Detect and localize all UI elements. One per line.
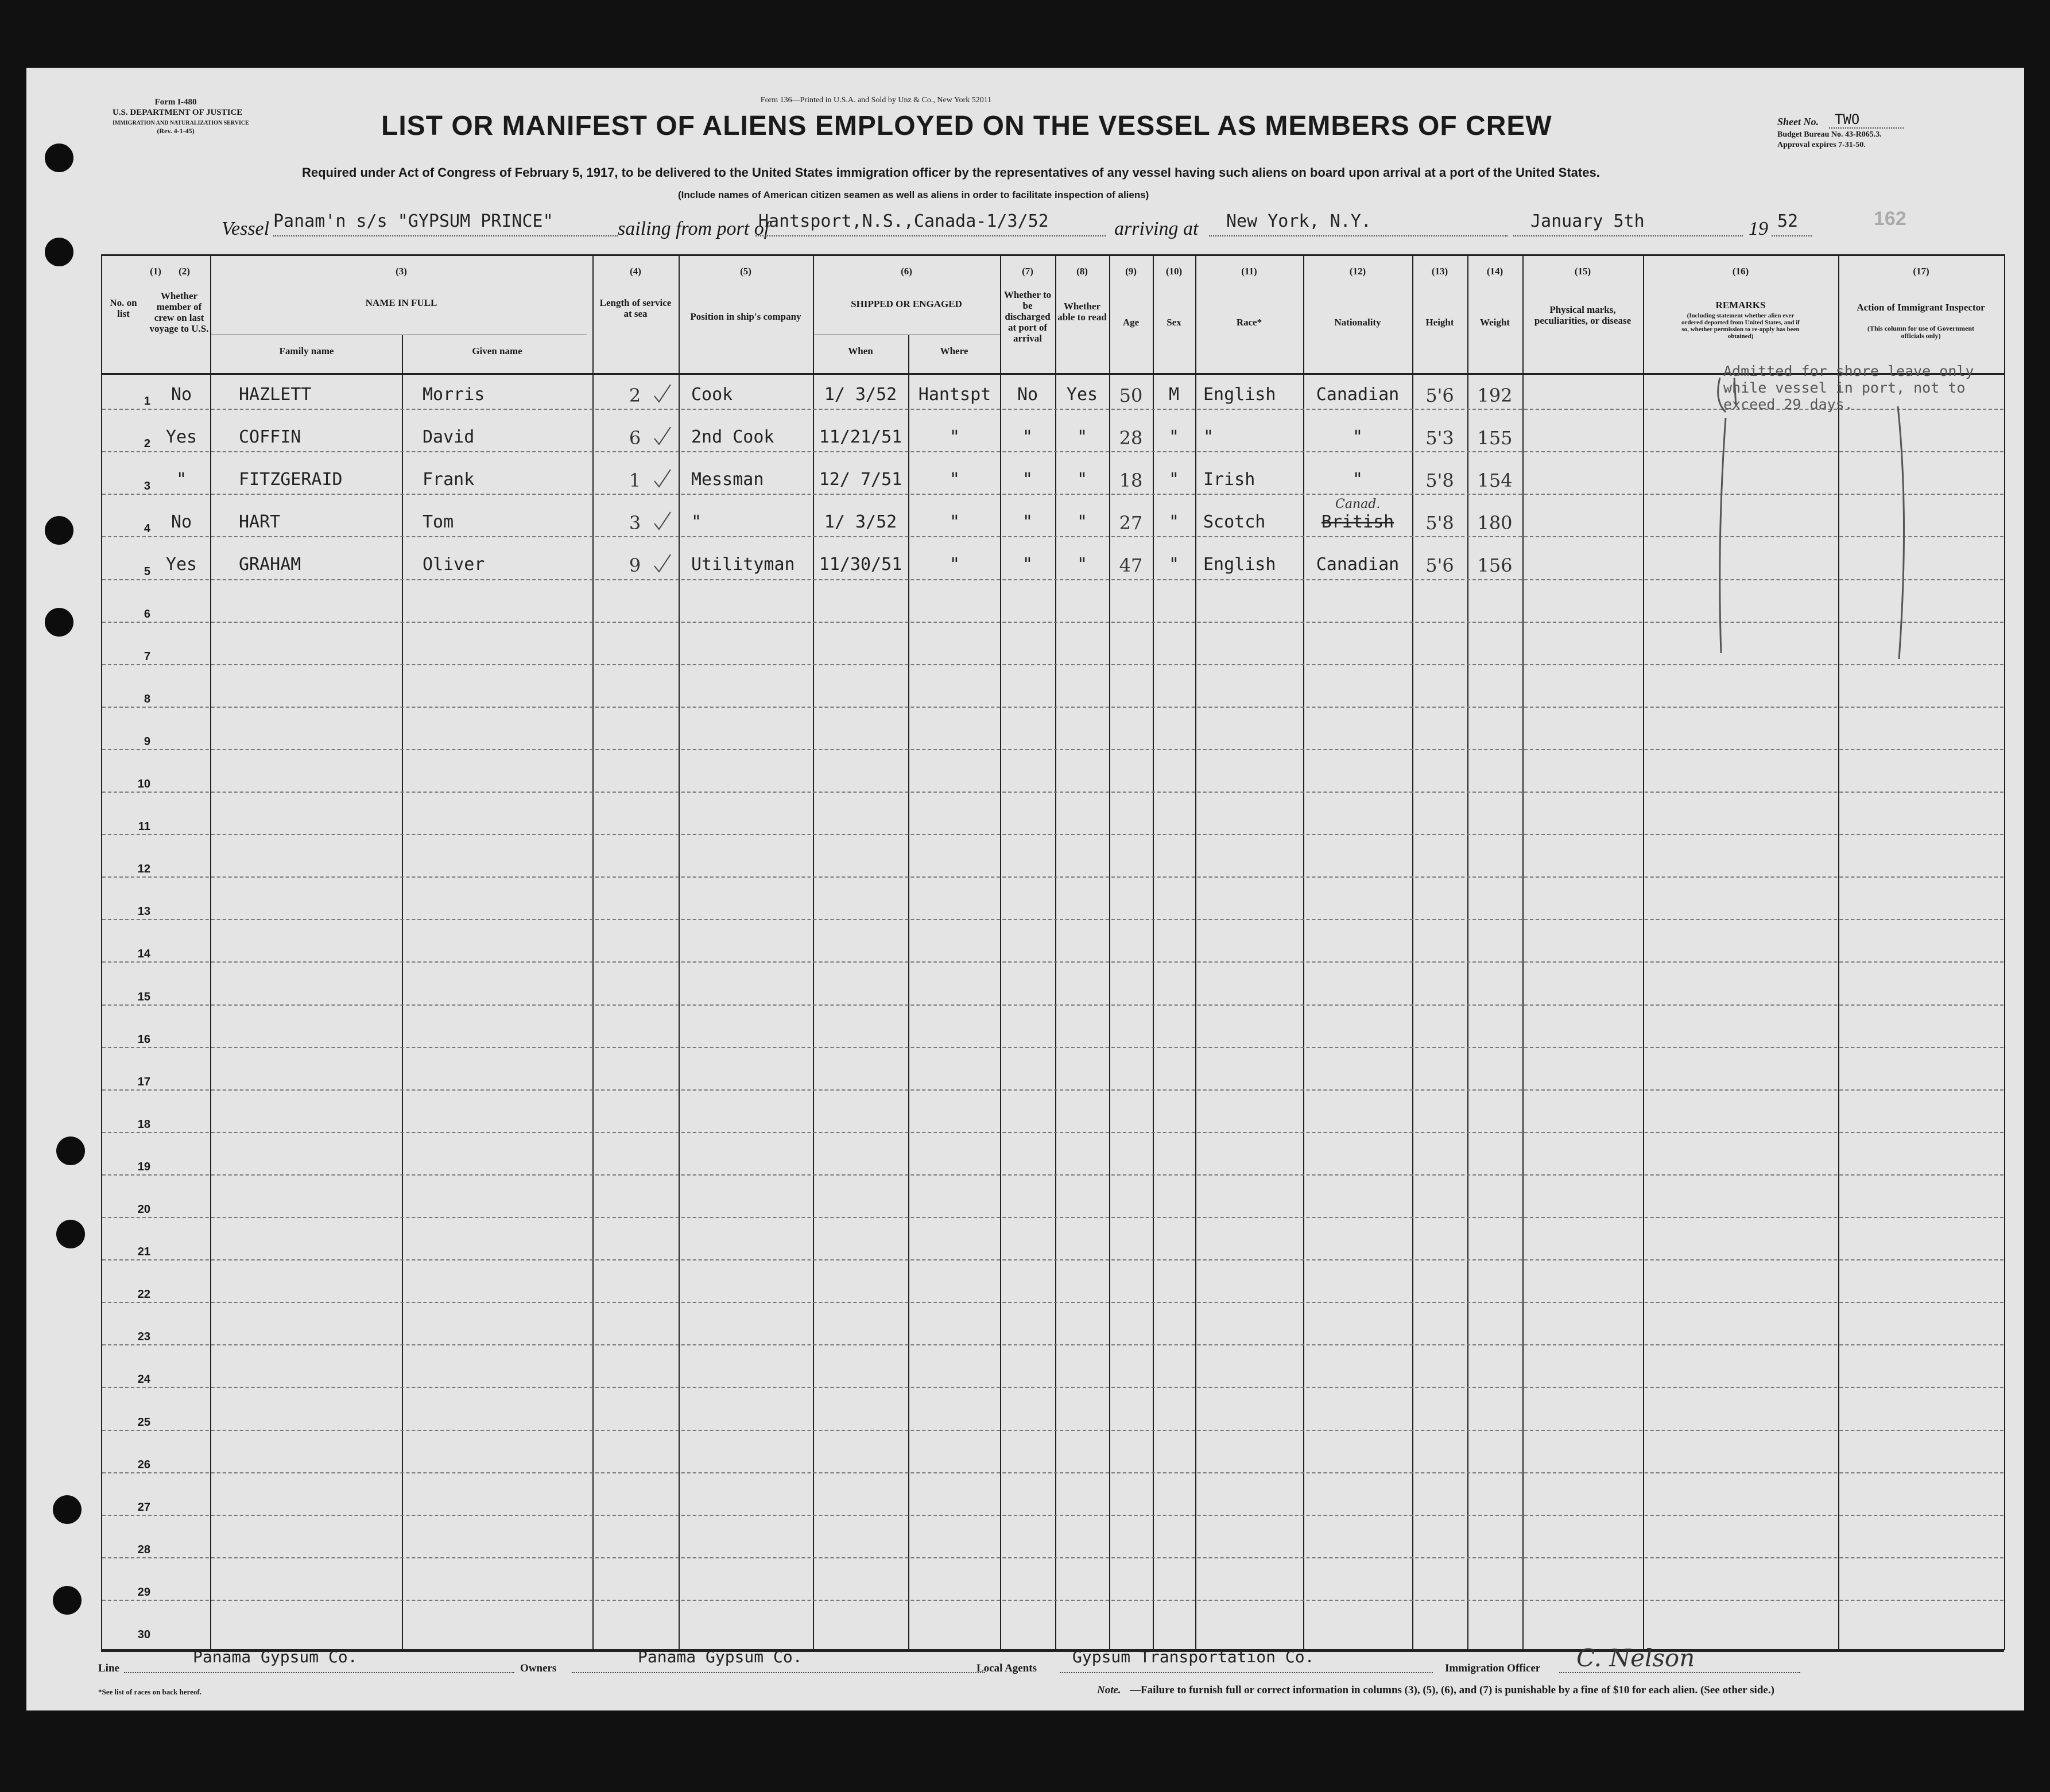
cell-read: Yes	[1066, 385, 1098, 405]
row-number: 20	[137, 1203, 150, 1216]
cell-nationality: British	[1321, 512, 1394, 533]
cell-position: Messman	[691, 470, 764, 490]
vessel-label: Vessel	[222, 218, 270, 239]
remarks-stamp	[1723, 363, 1974, 413]
col-head-9: Age	[1122, 317, 1140, 328]
sailing-value: Hantsport,N.S.,Canada-1/3/52	[758, 211, 1049, 231]
col-num-1: (1)	[150, 266, 161, 277]
row-number: 30	[137, 1628, 150, 1641]
row-number: 23	[137, 1331, 150, 1344]
nationality-overwrite: Canad.	[1335, 497, 1381, 512]
punch-hole	[53, 1586, 82, 1615]
page-stamp: 162	[1874, 208, 1906, 230]
form-title: LIST OR MANIFEST OF ALIENS EMPLOYED ON THE VESSEL AS MEMBERS OF CREW	[381, 111, 1552, 141]
row-rule	[102, 1472, 2004, 1473]
revision: (Rev. 4-1-45)	[157, 127, 195, 135]
col-head-8: Whether able to read	[1057, 301, 1107, 323]
arriving-value: New York, N.Y.	[1226, 211, 1371, 231]
row-number: 6	[144, 607, 150, 620]
col-num-13: (13)	[1431, 266, 1448, 277]
date-value: January 5th	[1530, 211, 1645, 231]
row-number: 8	[144, 692, 150, 705]
cell-length: 2	[629, 385, 641, 406]
col-head-2: Whether member of crew on last voyage to U.S.	[149, 290, 209, 334]
row-number: 18	[137, 1118, 150, 1131]
row-rule	[102, 1430, 2004, 1431]
row-rule	[102, 1217, 2004, 1218]
include-note: (Include names of American citizen seamen as well as aliens in order to facilitate inspection of aliens)	[678, 189, 1149, 200]
approval-expiry: Approval expires 7-31-50.	[1777, 141, 1866, 149]
cell-age: 18	[1119, 470, 1143, 492]
service: IMMIGRATION AND NATURALIZATION SERVICE	[113, 120, 249, 126]
row-number: 17	[137, 1075, 150, 1088]
cell-given: Frank	[423, 470, 475, 490]
cell-when: 1/ 3/52	[824, 512, 897, 533]
row-rule	[102, 876, 2004, 878]
remarks-bracket-mark	[1703, 366, 1749, 665]
punch-hole	[45, 516, 73, 545]
cell-weight: 180	[1477, 512, 1513, 534]
cell-height: 5'8	[1425, 470, 1454, 492]
check-mark	[652, 425, 673, 448]
cell-race: English	[1203, 385, 1276, 405]
agents-label: Local Agents	[976, 1662, 1037, 1674]
cell-position: 2nd Cook	[691, 427, 774, 448]
row-rule	[102, 1600, 2004, 1601]
row-rule	[102, 1089, 2004, 1091]
cell-where: "	[949, 470, 960, 490]
col-num-3: (3)	[396, 266, 407, 277]
row-number: 4	[144, 522, 150, 536]
cell-height: 5'6	[1425, 554, 1454, 577]
cell-sex: "	[1168, 554, 1180, 575]
note-text: —Failure to furnish full or correct information in columns (3), (5), (6), and (7) is punishable by a fine of $10 for each alien. (See other side.)	[1130, 1684, 1774, 1696]
col-head-15: Physical marks, peculiarities, or disease	[1534, 304, 1632, 326]
row-number: 3	[144, 480, 150, 493]
row-rule	[102, 1004, 2004, 1006]
check-mark	[652, 510, 673, 533]
cell-read: "	[1076, 470, 1088, 490]
row-number: 11	[138, 820, 150, 833]
col-head-10: Sex	[1167, 317, 1181, 328]
cell-race: Irish	[1203, 470, 1255, 490]
officer-label: Immigration Officer	[1445, 1662, 1541, 1674]
cell-nationality: "	[1352, 427, 1363, 448]
form-subtitle: Required under Act of Congress of February 5, 1917, to be delivered to the United States immigration officer by the representatives of any vessel having such aliens on board upon arrival at a port of the United States.	[302, 165, 1600, 180]
row-number: 15	[137, 990, 150, 1003]
cell-discharge: "	[1022, 427, 1033, 448]
cell-where: "	[949, 427, 960, 448]
col-head-12: Nationality	[1334, 317, 1381, 328]
punch-hole	[45, 143, 73, 172]
col-num-2: (2)	[179, 266, 190, 277]
cell-age: 27	[1119, 512, 1143, 534]
col-head-7: Whether to be discharged at port of arrival	[1003, 289, 1052, 344]
cell-discharge: "	[1022, 512, 1033, 533]
col-head-1: No. on list	[110, 297, 137, 319]
row-rule	[102, 1174, 2004, 1176]
row-number: 21	[137, 1246, 150, 1259]
row-number: 10	[137, 778, 150, 790]
col-sub-17: (This column for use of Government officials only)	[1867, 324, 1975, 340]
cell-given: Morris	[423, 385, 485, 405]
manifest-sheet	[26, 68, 2024, 1710]
cell-prev: "	[176, 470, 187, 490]
cell-height: 5'8	[1425, 512, 1454, 534]
punch-hole	[56, 1220, 85, 1248]
action-bracket-mark	[1886, 401, 1921, 665]
col-sub-given: Given name	[472, 346, 522, 356]
year-value: 52	[1777, 211, 1799, 231]
sheet-value: TWO	[1835, 111, 1860, 127]
arriving-label: arriving at	[1114, 218, 1199, 239]
row-rule	[102, 961, 2004, 963]
cell-length: 1	[629, 470, 641, 492]
officer-signature: C. Nelson	[1576, 1644, 1695, 1672]
row-number: 7	[144, 650, 150, 663]
printer-line: Form 136—Printed in U.S.A. and Sold by Unz & Co., New York 52011	[760, 96, 992, 104]
row-rule	[102, 1515, 2004, 1516]
cell-position: Cook	[691, 385, 733, 405]
col-num-5: (5)	[740, 266, 751, 277]
row-number: 13	[137, 905, 150, 918]
row-number: 24	[137, 1373, 150, 1386]
row-rule	[102, 1302, 2004, 1303]
remarks-line-2: while vessel in port, not to	[1723, 379, 1966, 396]
races-note: *See list of races on back hereof.	[98, 1688, 201, 1696]
cell-weight: 154	[1477, 470, 1513, 492]
col-num-17: (17)	[1913, 266, 1929, 277]
row-rule	[102, 749, 2004, 750]
cell-length: 9	[629, 554, 641, 577]
col-head-6: SHIPPED OR ENGAGED	[851, 298, 962, 309]
cell-discharge: "	[1022, 470, 1033, 490]
cell-age: 47	[1119, 554, 1143, 577]
row-number: 2	[144, 437, 150, 451]
row-number: 25	[137, 1415, 150, 1429]
row-rule	[102, 1047, 2004, 1048]
vessel-value: Panam'n s/s "GYPSUM PRINCE"	[273, 211, 553, 231]
cell-race: English	[1203, 554, 1276, 575]
col-head-3: NAME IN FULL	[365, 297, 437, 308]
row-number: 28	[137, 1543, 150, 1556]
row-number: 22	[137, 1288, 150, 1301]
row-number: 14	[137, 948, 150, 961]
sheet-label: Sheet No.	[1777, 116, 1819, 127]
cell-given: Tom	[423, 512, 454, 533]
cell-where: "	[949, 554, 960, 575]
cell-when: 12/ 7/51	[819, 470, 902, 490]
cell-position: "	[691, 512, 702, 533]
cell-where: "	[949, 512, 960, 533]
row-rule	[102, 1259, 2004, 1260]
row-rule	[102, 1132, 2004, 1133]
cell-family: COFFIN	[239, 427, 301, 448]
col-head-13: Height	[1425, 317, 1454, 328]
cell-race: Scotch	[1203, 512, 1266, 533]
punch-hole	[53, 1495, 82, 1524]
col-head-11: Race*	[1236, 317, 1262, 328]
col-sub-family: Family name	[279, 346, 334, 356]
cell-height: 5'3	[1425, 427, 1454, 449]
cell-weight: 192	[1477, 385, 1513, 406]
cell-position: Utilityman	[691, 554, 795, 575]
remarks-line-1: Admitted for shore leave only	[1723, 363, 1974, 379]
cell-prev: Yes	[165, 554, 197, 575]
agents-value: Gypsum Transportation Co.	[1072, 1647, 1315, 1666]
col-num-7: (7)	[1022, 266, 1033, 277]
col-num-8: (8)	[1076, 266, 1088, 277]
owners-value: Panama Gypsum Co.	[638, 1647, 803, 1666]
col-num-11: (11)	[1241, 266, 1257, 277]
line-label: Line	[98, 1662, 119, 1674]
col-num-10: (10)	[1165, 266, 1183, 277]
cell-sex: "	[1168, 470, 1180, 490]
check-mark	[652, 467, 673, 490]
row-rule	[102, 1557, 2004, 1558]
check-mark	[652, 382, 673, 405]
row-rule	[102, 707, 2004, 708]
col-head-5: Position in ship's company	[690, 311, 801, 322]
cell-sex: "	[1168, 512, 1180, 533]
cell-nationality: "	[1352, 470, 1363, 490]
row-rule	[102, 1387, 2004, 1388]
row-rule	[102, 834, 2004, 835]
cell-family: HAZLETT	[239, 385, 312, 405]
cell-when: 11/21/51	[819, 427, 902, 448]
cell-discharge: "	[1022, 554, 1033, 575]
form-id: Form I-480	[154, 98, 197, 107]
row-number: 12	[137, 863, 150, 876]
punch-hole	[56, 1137, 85, 1165]
cell-prev: Yes	[165, 427, 197, 448]
cell-read: "	[1076, 512, 1088, 533]
cell-prev: No	[170, 385, 192, 405]
cell-age: 28	[1119, 427, 1143, 449]
row-number: 16	[137, 1033, 150, 1046]
cell-nationality: Canadian	[1316, 554, 1400, 575]
col-num-12: (12)	[1349, 266, 1366, 277]
row-rule	[102, 919, 2004, 920]
cell-length: 6	[629, 427, 641, 449]
row-number: 26	[137, 1458, 150, 1471]
remarks-line-3: exceed 29 days.	[1723, 396, 1853, 413]
row-number: 1	[144, 395, 150, 408]
row-number: 5	[144, 565, 150, 578]
col-num-16: (16)	[1732, 266, 1749, 277]
col-num-6: (6)	[901, 266, 912, 277]
col-num-14: (14)	[1486, 266, 1503, 277]
cell-sex: "	[1168, 427, 1180, 448]
col-num-15: (15)	[1574, 266, 1591, 277]
col-head-14: Weight	[1480, 317, 1510, 328]
owners-label: Owners	[520, 1662, 557, 1674]
cell-nationality: Canadian	[1316, 385, 1400, 405]
cell-discharge: No	[1017, 385, 1038, 405]
row-number: 9	[144, 735, 150, 748]
cell-read: "	[1076, 427, 1088, 448]
punch-hole	[45, 238, 73, 266]
line-value: Panama Gypsum Co.	[193, 1647, 358, 1666]
cell-age: 50	[1119, 385, 1143, 406]
cell-when: 11/30/51	[819, 554, 902, 575]
row-rule	[102, 1344, 2004, 1345]
col-head-17: Action of Immigrant Inspector	[1857, 302, 1985, 313]
col-head-4: Length of service at sea	[599, 297, 672, 319]
cell-prev: No	[170, 512, 192, 533]
cell-weight: 156	[1477, 554, 1513, 577]
sailing-label: sailing from port of	[618, 218, 770, 239]
cell-when: 1/ 3/52	[824, 385, 897, 405]
col-head-16: REMARKS	[1715, 300, 1766, 311]
note-label: Note.	[1097, 1684, 1121, 1696]
cell-given: Oliver	[423, 554, 485, 575]
cell-race: "	[1203, 427, 1214, 448]
col-num-9: (9)	[1125, 266, 1137, 277]
row-number: 27	[137, 1500, 150, 1514]
row-rule	[102, 792, 2004, 793]
cell-family: GRAHAM	[239, 554, 301, 575]
cell-family: FITZGERAID	[239, 470, 343, 490]
cell-where: Hantspt	[918, 385, 991, 405]
cell-read: "	[1076, 554, 1088, 575]
col-sub-where: Where	[940, 346, 968, 356]
col-sub-16: (Including statement whether alien ever ordered deported from United States, and if so, whether permission to re-apply has been obtained)	[1681, 312, 1800, 340]
cell-height: 5'6	[1425, 385, 1454, 406]
year-prefix: 19	[1749, 218, 1768, 239]
col-sub-when: When	[848, 346, 873, 356]
col-num-4: (4)	[630, 266, 641, 277]
check-mark	[652, 552, 673, 575]
cell-length: 3	[629, 512, 641, 534]
cell-weight: 155	[1477, 427, 1513, 449]
punch-hole	[45, 608, 73, 637]
cell-family: HART	[239, 512, 281, 533]
cell-given: David	[423, 427, 475, 448]
row-number: 29	[137, 1585, 150, 1599]
cell-sex: M	[1168, 385, 1180, 405]
row-number: 19	[137, 1160, 150, 1173]
budget-number: Budget Bureau No. 43-R065.3.	[1777, 130, 1882, 139]
department: U.S. DEPARTMENT OF JUSTICE	[113, 108, 243, 117]
